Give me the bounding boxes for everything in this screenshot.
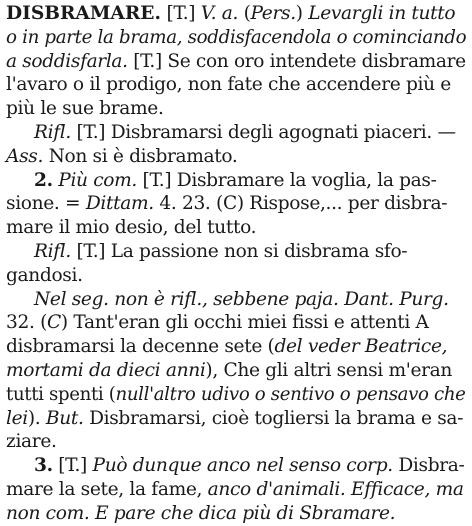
entry-text-segment: anco d'animali. Efficace, ma xyxy=(207,478,464,500)
entry-line xyxy=(6,383,466,407)
entry-text-segment: 3. xyxy=(34,455,53,477)
entry-line xyxy=(6,335,466,359)
headword: DISBRAMARE. xyxy=(6,3,161,24)
entry-line xyxy=(6,216,466,240)
entry-text-segment: Non si è disbramato. xyxy=(43,145,238,167)
entry-text-segment: Disbramarsi, cioè togliersi la brama e sa- xyxy=(83,407,464,429)
entry-text-segment: Disbra- xyxy=(392,455,465,477)
entry-text-segment: 4. 23. (C) Rispose,... per disbra- xyxy=(153,193,448,215)
entry-text-segment: Più com. xyxy=(58,169,137,191)
entry-line xyxy=(6,407,466,431)
entry-text-segment: mare la sete, la fame, xyxy=(6,478,208,500)
entry-text-segment: ) Tant'eran gli occhi miei fissi e attenti A xyxy=(60,312,429,334)
entry-line xyxy=(6,502,466,526)
entry-line xyxy=(6,359,466,383)
entry-text-segment: ). xyxy=(27,407,46,429)
entry-text-segment: null'altro udivo o sentivo o pensavo che xyxy=(115,383,466,405)
entry-line xyxy=(6,97,466,121)
entry-line xyxy=(6,192,466,216)
entry-text-segment: [T.] La passione non si disbrama sfo- xyxy=(70,240,408,262)
entry-text-segment: a soddisfarla. xyxy=(6,50,128,72)
entry-text-segment: But. xyxy=(45,407,84,429)
entry-text-segment: C xyxy=(47,312,61,334)
entry-text-segment: [T.] xyxy=(52,455,93,477)
entry-text-segment: lei xyxy=(6,407,28,429)
entry-text-segment: Ass. xyxy=(6,145,44,167)
entry-line xyxy=(6,311,466,335)
entry-text-segment: del veder Beatrice, xyxy=(274,336,448,358)
entry-text-segment: [T.] Disbramare la voglia, la pas- xyxy=(136,169,437,191)
entry-text-segment: Può dunque anco nel senso corp. xyxy=(92,455,393,477)
entry-text-segment: ), Che gli altri sensi m'eran xyxy=(205,359,453,381)
entry-text-segment: Pers. xyxy=(250,3,296,24)
entry-text-segment: V. a. xyxy=(200,3,239,24)
entry-text-segment: 32. ( xyxy=(6,312,47,334)
entry-text-segment: gandosi. xyxy=(6,264,83,286)
entry-line xyxy=(6,26,467,50)
entry-text-segment: [T.] Disbramarsi degli agognati piaceri. — xyxy=(70,121,456,143)
entry-line xyxy=(6,145,466,169)
entry-line xyxy=(6,240,466,264)
entry-text-segment: Rifl. xyxy=(34,121,71,143)
entry-line xyxy=(6,121,466,145)
entry-line xyxy=(6,478,466,502)
entry-text-segment: ziare. xyxy=(6,431,57,453)
entry-text-segment: [T.] Se con oro intendete disbramare xyxy=(127,50,466,72)
entry-text-segment: tutti spenti ( xyxy=(6,383,116,405)
dictionary-entry xyxy=(6,2,466,526)
entry-text-segment: mare il mio desio, del tutto. xyxy=(6,217,257,239)
entry-text-segment: Levargli in tutto xyxy=(308,3,456,24)
entry-text-segment: Rifl. xyxy=(34,240,71,262)
entry-line xyxy=(6,454,466,478)
entry-text-segment: o in parte la brama, soddisfacendola o cominciando xyxy=(6,26,467,48)
entry-text-segment: Nel seg. non è rifl., sebbene paja. Dant. Purg. xyxy=(34,288,449,310)
entry-line xyxy=(6,430,466,454)
entry-text-segment: non com. E pare che dica più di Sbramare. xyxy=(6,502,396,524)
entry-line xyxy=(6,73,466,97)
entry-line xyxy=(6,288,466,312)
entry-text-segment: [T.] xyxy=(160,3,201,24)
entry-line xyxy=(6,264,466,288)
entry-text-segment: più le sue brame. xyxy=(6,98,164,120)
entry-line xyxy=(6,169,466,193)
entry-line xyxy=(6,50,465,74)
entry-line xyxy=(6,2,466,26)
entry-text-segment: sione. = xyxy=(6,193,86,215)
entry-text-segment: disbramarsi la decenne sete ( xyxy=(6,336,275,358)
entry-text-segment: Dittam. xyxy=(85,193,154,215)
entry-text-segment: l'avaro o il prodigo, non fate che accendere più e xyxy=(6,74,451,96)
entry-text-segment: ) xyxy=(295,3,309,24)
entry-text-segment: ( xyxy=(238,3,251,24)
entry-text-segment: mortami da dieci anni xyxy=(6,359,206,381)
entry-text-segment: 2. xyxy=(34,169,53,191)
